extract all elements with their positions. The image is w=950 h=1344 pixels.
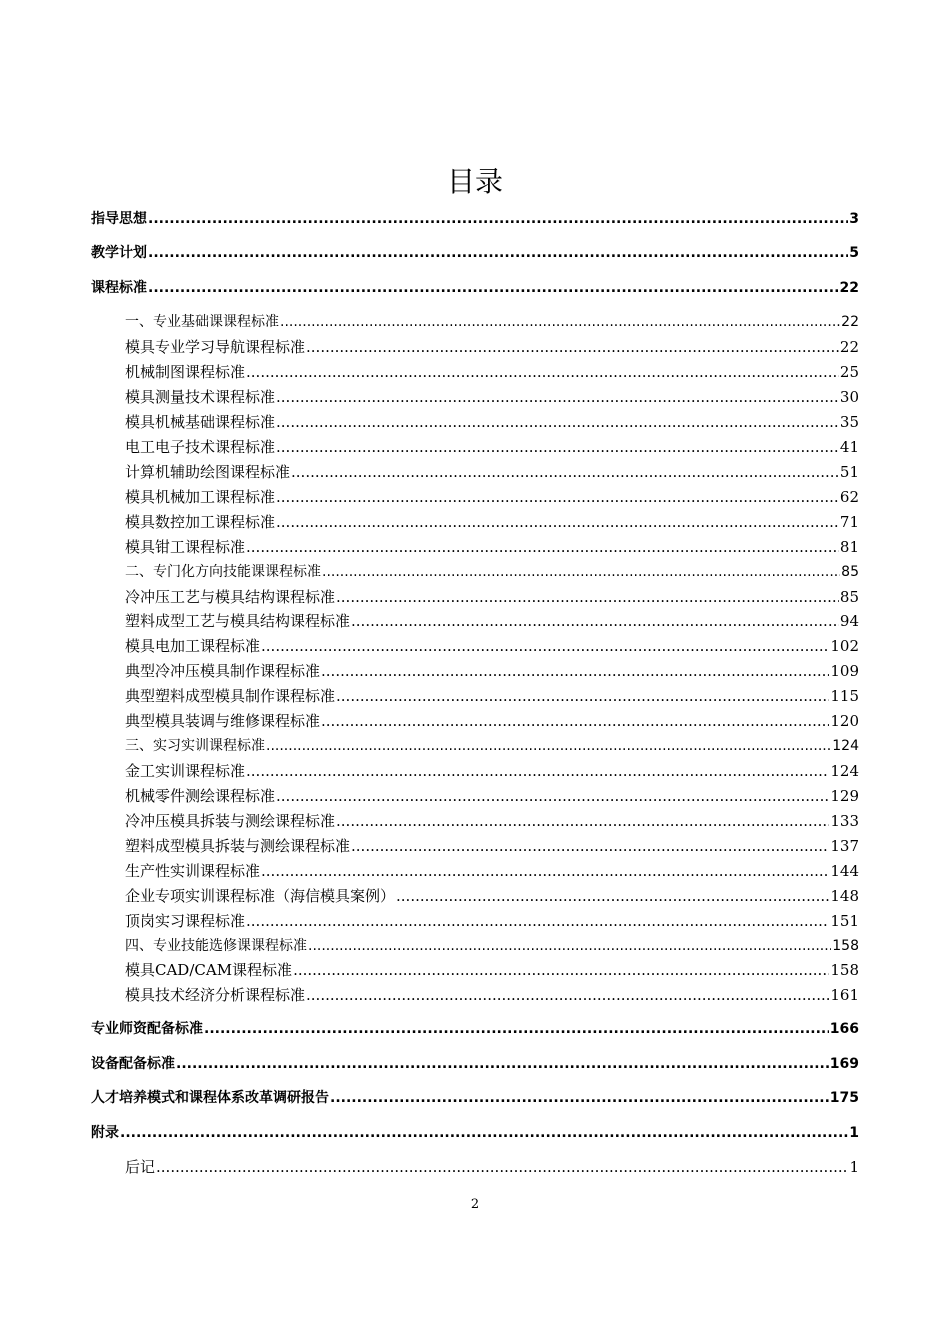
dot-leader — [276, 513, 839, 531]
toc-entry-page: 22 — [839, 280, 859, 296]
toc-entry-label: 模具机械基础课程标准 — [125, 413, 276, 431]
toc-entry-page: 22 — [841, 314, 859, 330]
toc-entry-label: 设备配备标准 — [91, 1056, 175, 1072]
dot-leader — [276, 787, 829, 805]
toc-entry-page: 71 — [839, 513, 859, 531]
dot-leader — [351, 612, 839, 630]
toc-entry-page: 41 — [839, 438, 859, 456]
toc-entry[interactable] — [125, 961, 859, 979]
toc-entry[interactable] — [91, 1055, 859, 1073]
toc-entry-label: 模具CAD/CAM课程标准 — [125, 961, 293, 979]
toc-entry[interactable] — [125, 937, 859, 955]
dot-leader — [148, 210, 848, 228]
toc-entry-page: 120 — [830, 712, 859, 730]
dot-leader — [351, 837, 829, 855]
toc-entry-label: 附录 — [91, 1125, 119, 1141]
toc-entry[interactable] — [125, 563, 859, 581]
dot-leader — [306, 986, 829, 1004]
toc-entry[interactable] — [91, 1089, 859, 1107]
dot-leader — [120, 1124, 848, 1142]
toc-entry-page: 158 — [830, 961, 859, 979]
toc-entry-page: 30 — [839, 388, 859, 406]
toc-entry-label: 机械制图课程标准 — [125, 363, 246, 381]
toc-entry-page: 109 — [830, 662, 859, 680]
toc-entry[interactable] — [91, 210, 859, 228]
toc-entry-label: 模具机械加工课程标准 — [125, 488, 276, 506]
toc-entry-label: 课程标准 — [91, 280, 147, 296]
toc-entry-label: 后记 — [125, 1158, 156, 1176]
toc-entry[interactable] — [125, 413, 859, 431]
toc-entry[interactable] — [125, 737, 859, 755]
toc-entry[interactable] — [125, 1158, 859, 1176]
toc-entry-label: 机械零件测绘课程标准 — [125, 787, 276, 805]
dot-leader — [261, 862, 829, 880]
toc-entry-label: 计算机辅助绘图课程标准 — [125, 463, 291, 481]
toc-entry-label: 塑料成型工艺与模具结构课程标准 — [125, 612, 351, 630]
dot-leader — [293, 961, 829, 979]
dot-leader — [148, 244, 848, 262]
dot-leader — [204, 1020, 829, 1038]
dot-leader — [246, 538, 839, 556]
toc-entry[interactable] — [91, 279, 859, 297]
toc-entry-page: 144 — [830, 862, 859, 880]
toc-entry[interactable] — [125, 986, 859, 1004]
toc-entry-label: 专业师资配备标准 — [91, 1021, 203, 1037]
dot-leader — [261, 637, 829, 655]
toc-entry[interactable] — [125, 762, 859, 780]
toc-entry[interactable] — [91, 1124, 859, 1142]
toc-entry-page: 81 — [839, 538, 859, 556]
toc-entry-page: 1 — [849, 1125, 859, 1141]
toc-entry-label: 生产性实训课程标准 — [125, 862, 261, 880]
toc-entry-page: 35 — [839, 413, 859, 431]
toc-entry-page: 158 — [832, 938, 859, 954]
toc-entry[interactable] — [125, 513, 859, 531]
toc-entry-page: 85 — [841, 564, 859, 580]
dot-leader — [322, 563, 840, 581]
page-number: 2 — [470, 1197, 480, 1212]
dot-leader — [306, 338, 839, 356]
toc-entry-label: 教学计划 — [91, 245, 147, 261]
dot-leader — [321, 712, 829, 730]
dot-leader — [280, 313, 840, 331]
toc-entry-page: 124 — [832, 738, 859, 754]
dot-leader — [148, 279, 839, 297]
toc-entry-page: 115 — [830, 687, 859, 705]
dot-leader — [276, 413, 839, 431]
toc-entry[interactable] — [125, 338, 859, 356]
toc-entry-label: 一、专业基础课课程标准 — [125, 314, 279, 330]
toc-entry[interactable] — [125, 612, 859, 630]
dot-leader — [276, 488, 839, 506]
toc-entry-page: 51 — [839, 463, 859, 481]
toc-entry[interactable] — [125, 887, 859, 905]
toc-entry[interactable] — [125, 637, 859, 655]
dot-leader — [330, 1089, 829, 1107]
dot-leader — [156, 1158, 848, 1176]
toc-entry-label: 典型模具装调与维修课程标准 — [125, 712, 321, 730]
toc-entry-page: 133 — [830, 812, 859, 830]
toc-entry[interactable] — [125, 687, 859, 705]
toc-entry-label: 四、专业技能选修课课程标准 — [125, 938, 307, 954]
toc-entry[interactable] — [125, 463, 859, 481]
toc-entry-page: 148 — [830, 887, 859, 905]
toc-entry-label: 金工实训课程标准 — [125, 762, 246, 780]
toc-entry-page: 1 — [849, 1158, 859, 1176]
toc-entry-label: 典型塑料成型模具制作课程标准 — [125, 687, 336, 705]
toc-entry-label: 模具专业学习导航课程标准 — [125, 338, 306, 356]
toc-entry[interactable] — [125, 812, 859, 830]
toc-entry-page: 166 — [829, 1021, 859, 1037]
dot-leader — [396, 887, 829, 905]
dot-leader — [246, 363, 839, 381]
toc-entry-page: 161 — [830, 986, 859, 1004]
toc-entry-page: 5 — [849, 245, 859, 261]
toc-entry-label: 模具测量技术课程标准 — [125, 388, 276, 406]
toc-entry[interactable] — [125, 388, 859, 406]
dot-leader — [336, 812, 829, 830]
toc-entry-label: 指导思想 — [91, 211, 147, 227]
toc-entry-label: 企业专项实训课程标准（海信模具案例） — [125, 887, 396, 905]
dot-leader — [308, 937, 831, 955]
toc-entry-label: 模具电加工课程标准 — [125, 637, 261, 655]
dot-leader — [176, 1055, 829, 1073]
toc-entry-label: 人才培养模式和课程体系改革调研报告 — [91, 1090, 329, 1106]
dot-leader — [321, 662, 829, 680]
toc-entry-label: 冷冲压工艺与模具结构课程标准 — [125, 588, 336, 606]
dot-leader — [246, 762, 829, 780]
toc-entry-page: 22 — [839, 338, 859, 356]
dot-leader — [336, 588, 839, 606]
page-title: 目录 — [446, 165, 503, 198]
toc-entry-label: 二、专门化方向技能课课程标准 — [125, 564, 321, 580]
toc-entry-page: 25 — [839, 363, 859, 381]
toc-entry-page: 169 — [829, 1056, 859, 1072]
toc-entry-page: 129 — [830, 787, 859, 805]
toc-entry-label: 电工电子技术课程标准 — [125, 438, 276, 456]
toc-entry[interactable] — [125, 912, 859, 930]
toc-entry-label: 顶岗实习课程标准 — [125, 912, 246, 930]
toc-entry-label: 塑料成型模具拆装与测绘课程标准 — [125, 837, 351, 855]
toc-entry[interactable] — [125, 588, 859, 606]
toc-entry-page: 124 — [830, 762, 859, 780]
dot-leader — [291, 463, 839, 481]
toc-entry-label: 模具技术经济分析课程标准 — [125, 986, 306, 1004]
toc-entry-page: 137 — [830, 837, 859, 855]
toc-entry[interactable] — [125, 862, 859, 880]
toc-entry[interactable] — [125, 438, 859, 456]
toc-entry-label: 典型冷冲压模具制作课程标准 — [125, 662, 321, 680]
toc-entry-label: 三、实习实训课程标准 — [125, 738, 265, 754]
toc-entry-page: 175 — [829, 1090, 859, 1106]
toc-entry-label: 模具钳工课程标准 — [125, 538, 246, 556]
dot-leader — [276, 388, 839, 406]
toc-entry[interactable] — [125, 662, 859, 680]
toc-entry[interactable] — [125, 837, 859, 855]
toc-entry-label: 模具数控加工课程标准 — [125, 513, 276, 531]
toc-entry-page: 85 — [839, 588, 859, 606]
toc-entry-page: 62 — [839, 488, 859, 506]
dot-leader — [246, 912, 829, 930]
toc-entry[interactable] — [91, 244, 859, 262]
toc-entry-page: 3 — [849, 211, 859, 227]
dot-leader — [276, 438, 839, 456]
toc-entry-page: 102 — [830, 637, 859, 655]
toc-entry[interactable] — [125, 488, 859, 506]
toc-entry-page: 94 — [839, 612, 859, 630]
toc-entry[interactable] — [125, 787, 859, 805]
toc-entry[interactable] — [125, 712, 859, 730]
toc-entry[interactable] — [125, 313, 859, 331]
toc-entry[interactable] — [91, 1020, 859, 1038]
dot-leader — [266, 737, 831, 755]
toc-entry-page: 151 — [830, 912, 859, 930]
toc-entry[interactable] — [125, 538, 859, 556]
toc-entry-label: 冷冲压模具拆装与测绘课程标准 — [125, 812, 336, 830]
toc-entry[interactable] — [125, 363, 859, 381]
dot-leader — [336, 687, 829, 705]
